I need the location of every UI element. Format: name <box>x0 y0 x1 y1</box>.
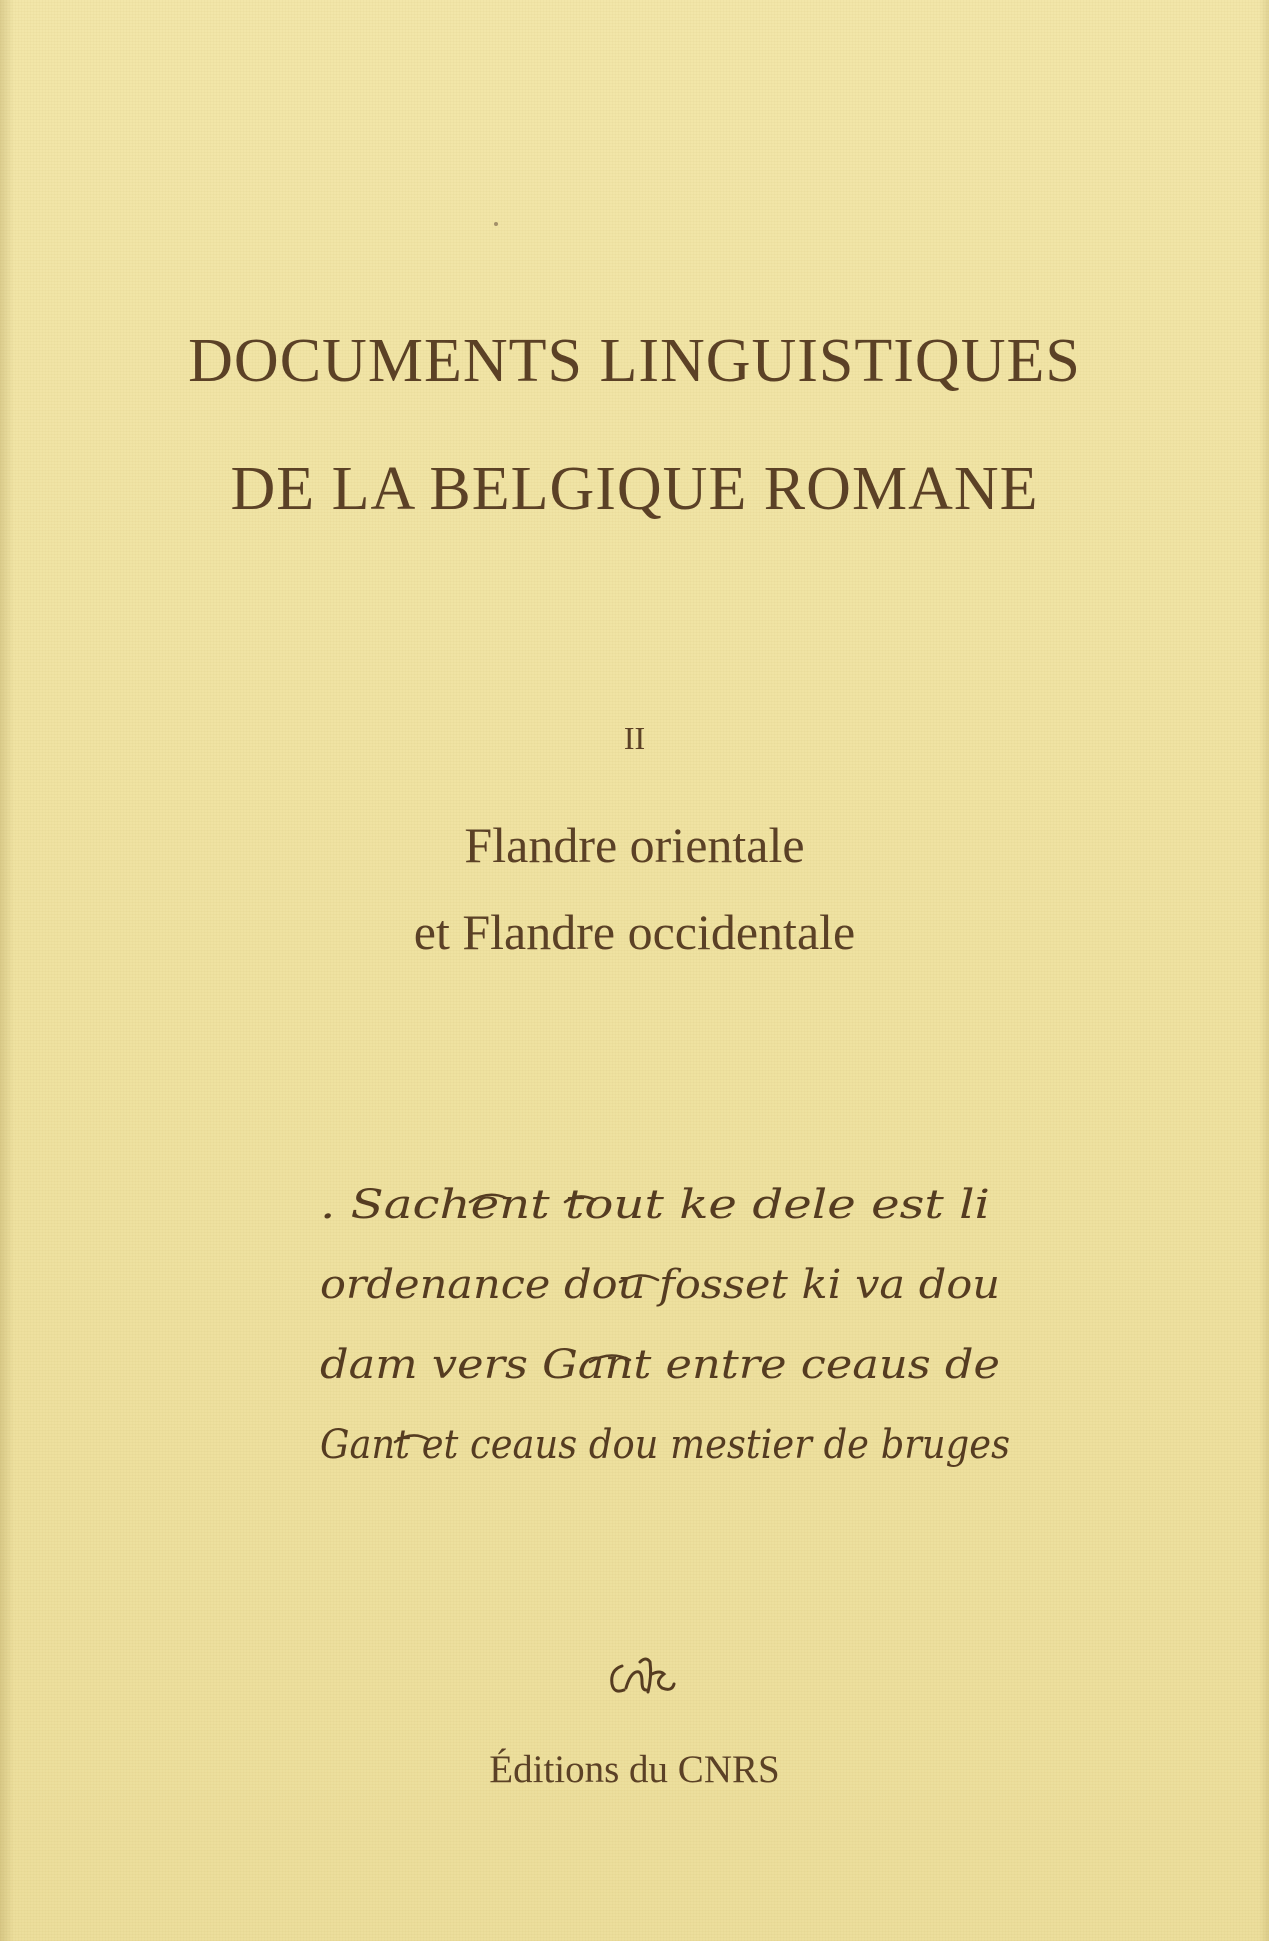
manuscript-handwriting <box>320 1170 1010 1490</box>
manuscript-line-3: dam vers Gant entre ceaus de <box>320 1342 1000 1388</box>
subtitle-line-1: Flandre orientale <box>464 817 805 873</box>
manuscript-excerpt <box>320 1170 1010 1490</box>
cnrs-monogram-icon <box>600 1652 680 1708</box>
pen-flourishes <box>395 1195 658 1442</box>
manuscript-line-4: Gant et ceaus dou mestier de bruges <box>320 1422 1010 1468</box>
manuscript-line-1: . Sachent tout ke dele est li <box>320 1182 990 1228</box>
manuscript-line-2: ordenance dou fosset ki va dou <box>320 1262 1000 1308</box>
subtitle-line-2: et Flandre occidentale <box>413 904 856 960</box>
cnrs-logo <box>600 1652 680 1708</box>
title-line-1: DOCUMENTS LINGUISTIQUES <box>188 327 1081 395</box>
publisher-name: Éditions du CNRS <box>489 1748 780 1791</box>
volume-number: II <box>623 720 646 756</box>
title-line-2: DE LA BELGIQUE ROMANE <box>230 455 1039 523</box>
cloth-speck <box>494 222 498 226</box>
